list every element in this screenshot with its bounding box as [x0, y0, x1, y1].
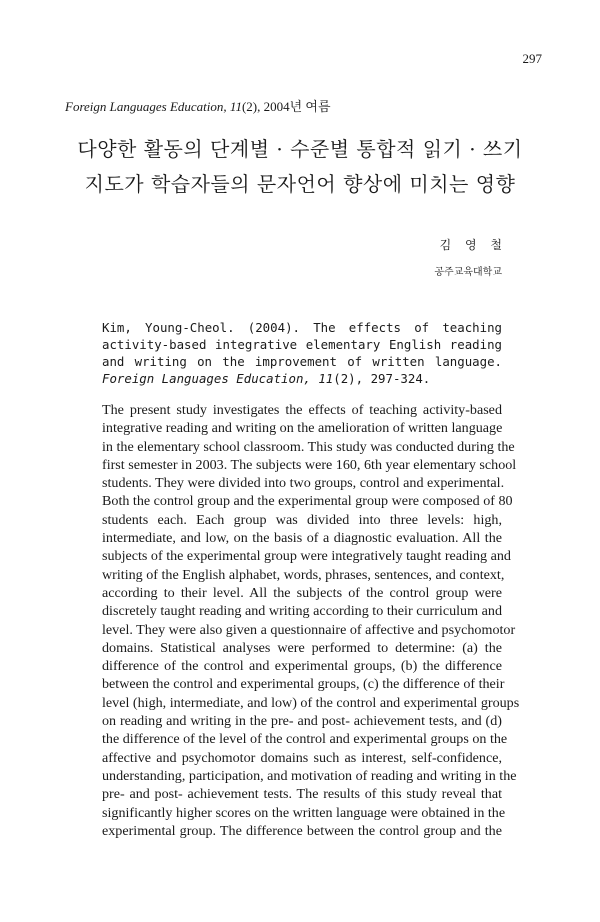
abstract-line: Both the control group and the experimental group were composed of 80 — [102, 493, 513, 510]
citation-pages: (2), 297-324. — [333, 371, 431, 386]
page-number: 297 — [522, 51, 542, 66]
abstract-line: affective and psychomotor domains such as interest, self-confidence, — [102, 749, 502, 766]
abstract-line: subjects of the experimental group were integratively taught reading and — [102, 548, 511, 565]
abstract-line: significantly higher scores on the written language were obtained in the — [102, 804, 506, 821]
abstract-line: between the control and experimental groups, (c) the difference of their — [102, 676, 505, 693]
abstract-line: discretely taught reading and writing according to their curriculum and — [102, 603, 502, 620]
abstract-line: on reading and writing in the pre- and post- achievement tests, and (d) — [102, 713, 502, 730]
abstract-line: writing of the English alphabet, words, phrases, sentences, and context, — [102, 566, 505, 583]
abstract-line: intermediate, and low, on the basis of a diagnostic evaluation. All the — [102, 530, 502, 547]
abstract-line: understanding, participation, and motivation of reading and writing in the — [102, 767, 517, 784]
abstract-line: level (high, intermediate, and low) of the control and experimental groups — [102, 694, 520, 711]
citation — [102, 319, 502, 387]
abstract-line: experimental group. The difference between the control group and the — [102, 822, 502, 839]
abstract-line: in the elementary school classroom. This study was conducted during the — [102, 438, 515, 455]
citation-main: Kim, Young-Cheol. (2004). The effects of teaching activity-based integrative elementary English reading and writing on the improvement of written language. — [102, 320, 502, 369]
abstract-line: first semester in 2003. The subjects were 160, 6th year elementary school — [102, 456, 517, 473]
abstract-line: students each. Each group was divided into three levels: high, — [102, 511, 502, 528]
journal-volume: 11 — [229, 99, 242, 114]
author-block — [434, 236, 507, 278]
citation-journal: Foreign Languages Education, — [102, 371, 311, 386]
abstract-line: pre- and post- achievement tests. The results of this study reveal that — [102, 786, 502, 803]
paper-title — [0, 132, 600, 202]
abstract-line: domains. Statistical analyses were performed to determine: (a) the — [102, 639, 502, 656]
abstract-line: according to their level. All the subjects of the control group were — [102, 584, 502, 601]
abstract-line: the difference of the level of the control and experimental groups on the — [102, 731, 508, 748]
abstract — [102, 401, 520, 840]
abstract-line: students. They were divided into two groups, control and experimental. — [102, 475, 505, 492]
title-line: 지도가 학습자들의 문자언어 향상에 미치는 영향 — [84, 172, 516, 196]
journal-issue-year: (2), 2004년 여름 — [241, 99, 331, 114]
author-name: 김 영 철 — [439, 238, 507, 252]
citation-volume: 11 — [318, 371, 334, 386]
journal-name: Foreign Languages Education, — [65, 99, 227, 114]
abstract-line: The present study investigates the effects of teaching activity-based — [102, 402, 502, 418]
abstract-line: integrative reading and writing on the amelioration of written language — [102, 420, 503, 437]
author-affiliation: 공주교육대학교 — [434, 267, 502, 278]
title-line: 다양한 활동의 단계별 · 수준별 통합적 읽기 · 쓰기 — [77, 137, 523, 161]
abstract-line: difference of the control and experimental groups, (b) the difference — [102, 658, 502, 675]
abstract-line: level. They were also given a questionnaire of affective and psychomotor — [102, 621, 516, 638]
journal-header — [65, 96, 331, 115]
